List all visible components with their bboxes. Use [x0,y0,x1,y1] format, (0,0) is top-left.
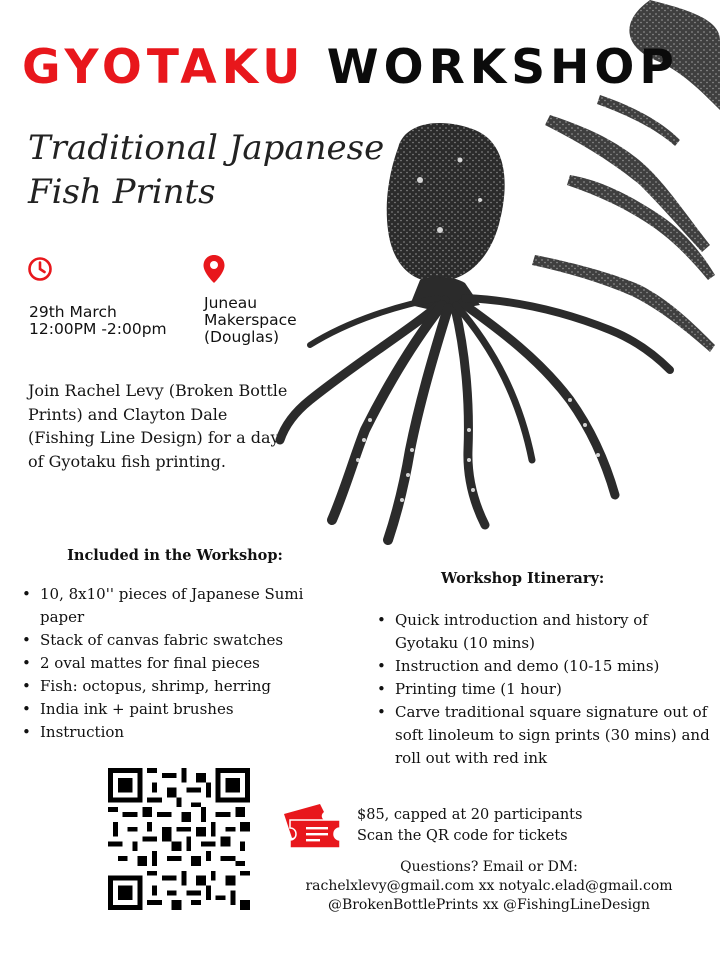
contact-handles: @BrokenBottlePrints xx @FishingLineDesign [327,897,651,913]
qr-code[interactable] [108,768,250,910]
list-item: • Fish: octopus, shrimp, herring [22,675,322,698]
location-line1: Juneau [204,294,258,312]
list-item: • Printing time (1 hour) [377,678,712,701]
included-heading: Included in the Workshop: [67,547,283,564]
location-line3: (Douglas) [204,328,280,346]
list-item: • Carve traditional square signature out of soft linoleum to sign prints (30 mins) and roll out with red ink [377,701,712,770]
list-item: • 10, 8x10'' pieces of Japanese Sumi paper [22,583,322,629]
list-item: • Quick introduction and history of Gyotaku (10 mins) [377,609,712,655]
included-list [22,583,322,744]
contact-prompt: Questions? Email or DM: [400,859,578,875]
title-workshop: WORKSHOP [326,40,679,95]
subtitle-line2: Fish Prints [28,172,216,212]
included-section [22,547,322,744]
event-date: 29th March [29,303,117,321]
page-title [22,40,679,95]
ticket-icon [276,802,346,850]
list-item: • 2 oval mattes for final pieces [22,652,322,675]
event-datetime [29,304,167,338]
clock-icon [27,256,53,282]
subtitle-line1: Traditional Japanese [28,128,385,168]
itinerary-heading: Workshop Itinerary: [441,570,605,587]
title-gyotaku: GYOTAKU [22,40,306,95]
location-line2: Makerspace [204,311,297,329]
list-item: • Instruction [22,721,322,744]
intro-text: Join Rachel Levy (Broken Bottle Prints) and Clayton Dale (Fishing Line Design) for a day of Gyotaku fish printing. [28,381,288,471]
ticket-scan-note: Scan the QR code for tickets [357,828,568,844]
ticket-price: $85, capped at 20 participants [357,807,583,823]
event-time: 12:00PM -2:00pm [29,320,167,338]
itinerary-section [377,570,712,770]
list-item: • Instruction and demo (10-15 mins) [377,655,712,678]
list-item: • India ink + paint brushes [22,698,322,721]
location-pin-icon [202,254,226,284]
list-item: • Stack of canvas fabric swatches [22,629,322,652]
contact-emails: rachelxlevy@gmail.com xx notyalc.elad@gmail.com [305,878,673,894]
itinerary-list [377,609,712,770]
ticket-info [357,805,582,847]
contact-info [289,858,689,915]
